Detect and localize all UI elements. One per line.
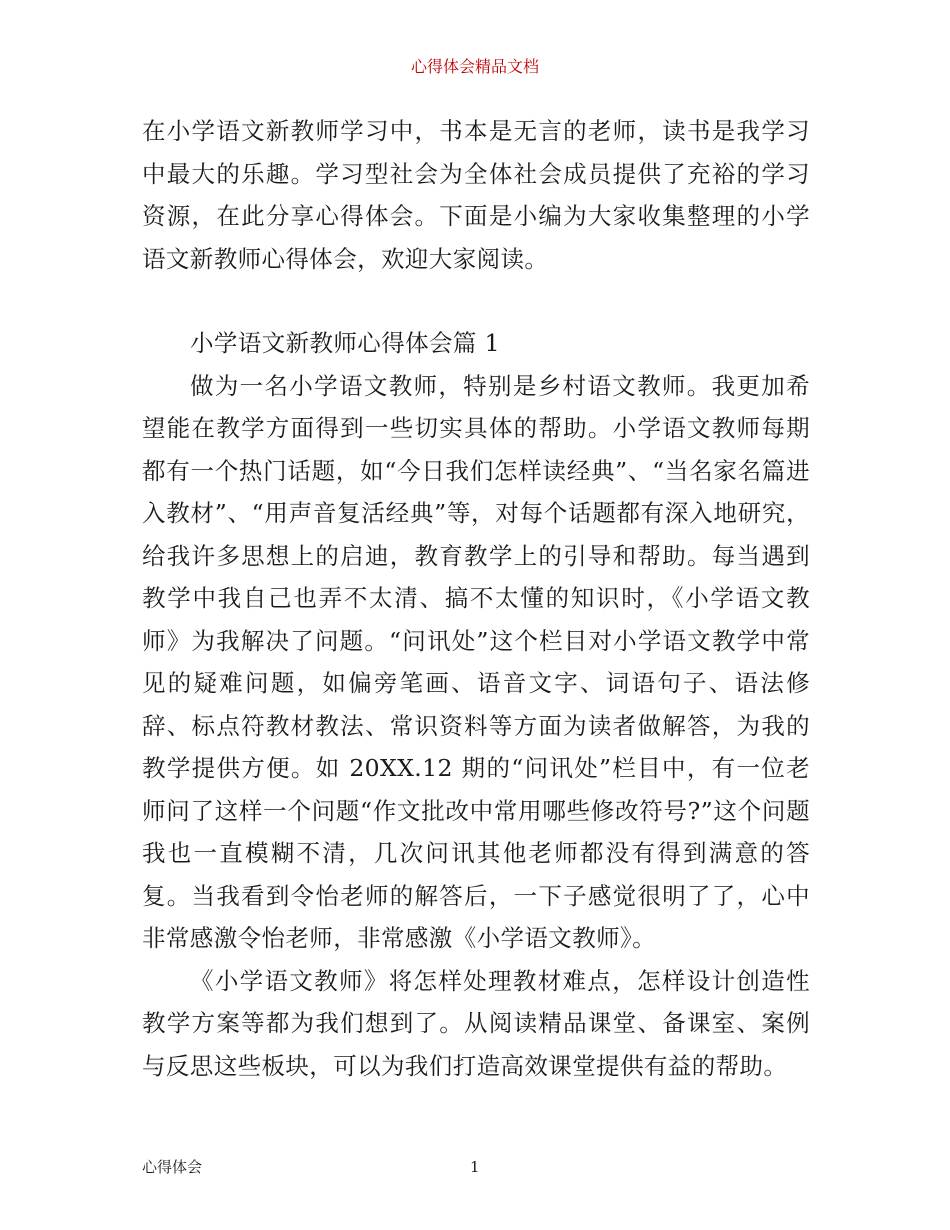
body-paragraph-1: 做为一名小学语文教师，特别是乡村语文教师。我更加希望能在教学方面得到一些切实具体的帮助。小学语文教师每期都有一个热门话题，如“今日我们怎样读经典”、“当名家名篇进入教材”、“用声音复活经典”等，对每个话题都有深入地研究，给我许多思想上的启迪，教育教学上的引导和帮助。每当遇到教学中我自己也弄不太清、搞不太懂的知识时，《小学语文教师》为我解决了问题。“问讯处”这个栏目对小学语文教学中常见的疑难问题，如偏旁笔画、语音文字、词语句子、语法修辞、标点符教材教法、常识资料等方面为读者做解答，为我的教学提供方便。如 20XX.12 期的“问讯处”栏目中，有一位老师问了这样一个问题“作文批改中常用哪些修改符号?”这个问题我也一直模糊不清，几次问讯其他老师都没有得到满意的答复。当我看到令怡老师的解答后，一下子感觉很明了了，心中非常感激令怡老师，非常感激《小学语文教师》。 — [142, 371, 810, 952]
page-footer — [142, 1156, 810, 1178]
section-heading: 小学语文新教师心得体会篇 1 — [190, 329, 501, 357]
page-header: 心得体会精品文档 — [410, 57, 539, 76]
body-paragraph-2: 《小学语文教师》将怎样处理教材难点，怎样设计创造性教学方案等都为我们想到了。从阅读精品课堂、备课室、案例与反思这些板块，可以为我们打造高效课堂提供有益的帮助。 — [142, 966, 810, 1080]
footer-label: 心得体会 — [142, 1158, 203, 1176]
document-body — [142, 110, 810, 1087]
page-number: 1 — [470, 1158, 480, 1176]
paragraph-gap — [142, 280, 810, 322]
intro-paragraph: 在小学语文新教师学习中，书本是无言的老师，读书是我学习中最大的乐趣。学习型社会为全体社会成员提供了充裕的学习资源，在此分享心得体会。下面是小编为大家收集整理的小学语文新教师心得体会，欢迎大家阅读。 — [142, 117, 810, 273]
